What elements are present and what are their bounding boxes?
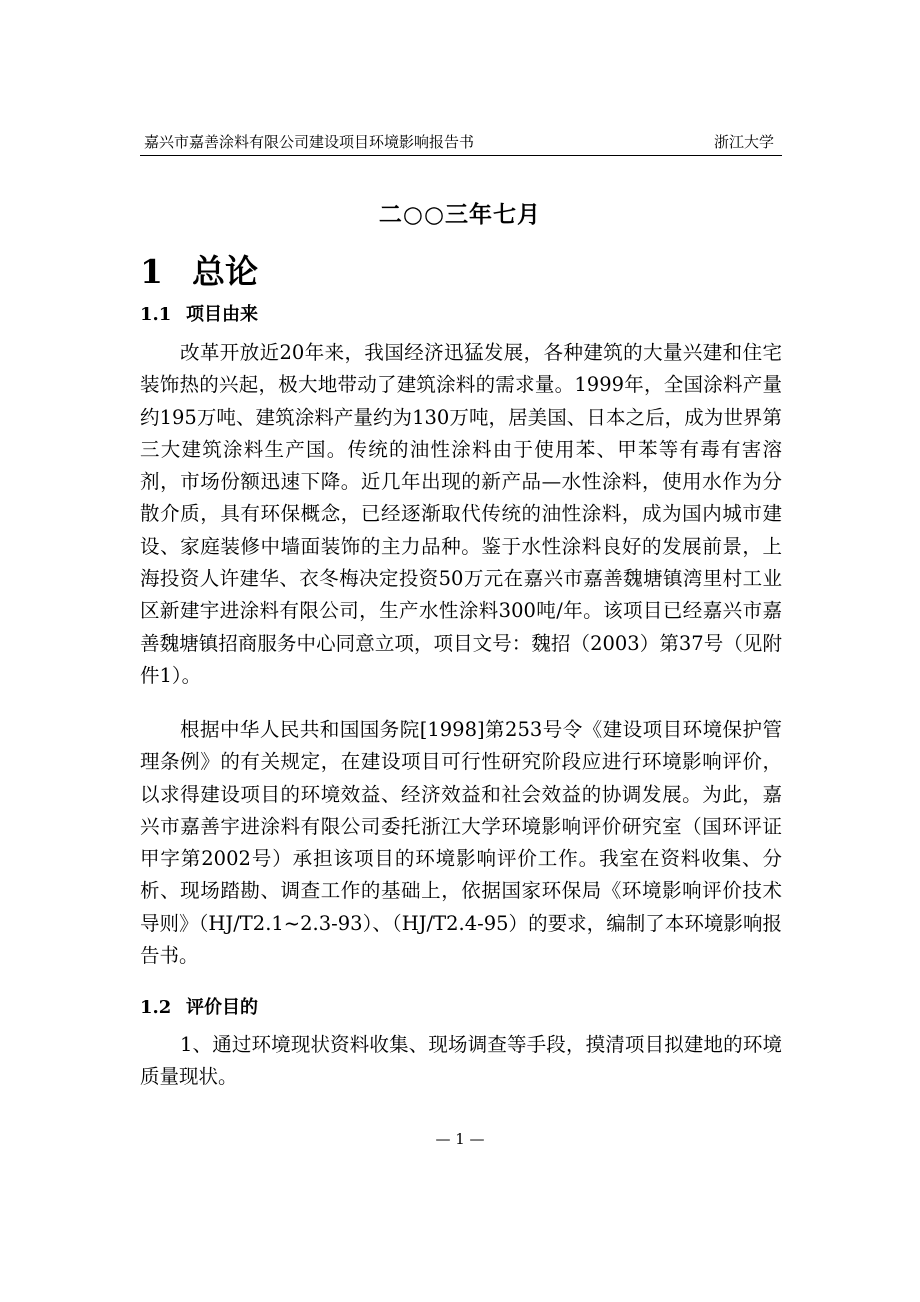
section-title: 评价目的 — [186, 997, 258, 1018]
date-title: 二○○三年七月 — [378, 202, 542, 228]
chapter-title: 总论 — [192, 252, 258, 291]
chapter-number: 1 — [140, 252, 163, 291]
section-heading-1-2 — [140, 995, 258, 1021]
running-header — [140, 131, 782, 156]
chapter-heading — [140, 250, 258, 294]
section-title: 项目由来 — [186, 304, 258, 325]
paragraph-project-origin-1: 改革开放近20年来，我国经济迅猛发展，各种建筑的大量兴建和住宅装饰热的兴起，极大地带动了建筑涂料的需求量。1999年，全国涂料产量约195万吨、建筑涂料产量约为130万吨，居美国、日本之后，成为世界第三大建筑涂料生产国。传统的油性涂料由于使用苯、甲苯等有毒有害溶剂，市场份额迅速下降。近几年出现的新产品—水性涂料，使用水作为分散介质，具有环保概念，已经逐渐取代传统的油性涂料，成为国内城市建设、家庭装修中墙面装饰的主力品种。鉴于水性涂料良好的发展前景，上海投资人许建华、衣冬梅决定投资50万元在嘉兴市嘉善魏塘镇湾里村工业区新建宇进涂料有限公司，生产水性涂料300吨/年。该项目已经嘉兴市嘉善魏塘镇招商服务中心同意立项，项目文号：魏招（2003）第37号（见附件1）。 — [140, 341, 782, 687]
section-number: 1.2 — [140, 997, 172, 1018]
page-number: — 1 — — [435, 1130, 485, 1148]
section-heading-1-1 — [140, 302, 258, 328]
header-report-title: 嘉兴市嘉善涂料有限公司建设项目环境影响报告书 — [144, 133, 475, 151]
section-number: 1.1 — [140, 304, 172, 325]
paragraph-evaluation-purpose-1: 1、通过环境现状资料收集、现场调查等手段，摸清项目拟建地的环境质量现状。 — [140, 1033, 782, 1089]
paragraph-project-origin-2: 根据中华人民共和国国务院[1998]第253号令《建设项目环境保护管理条例》的有关规定，在建设项目可行性研究阶段应进行环境影响评价，以求得建设项目的环境效益、经济效益和社会效益的协调发展。为此，嘉兴市嘉善宇进涂料有限公司委托浙江大学环境影响评价研究室（国环评证甲字第2002号）承担该项目的环境影响评价工作。我室在资料收集、分析、现场踏勘、调查工作的基础上，依据国家环保局《环境影响评价技术导则》（HJ/T2.1~2.3-93）、（HJ/T2.4-95）的要求，编制了本环境影响报告书。 — [140, 718, 782, 968]
header-institution: 浙江大学 — [713, 133, 774, 151]
